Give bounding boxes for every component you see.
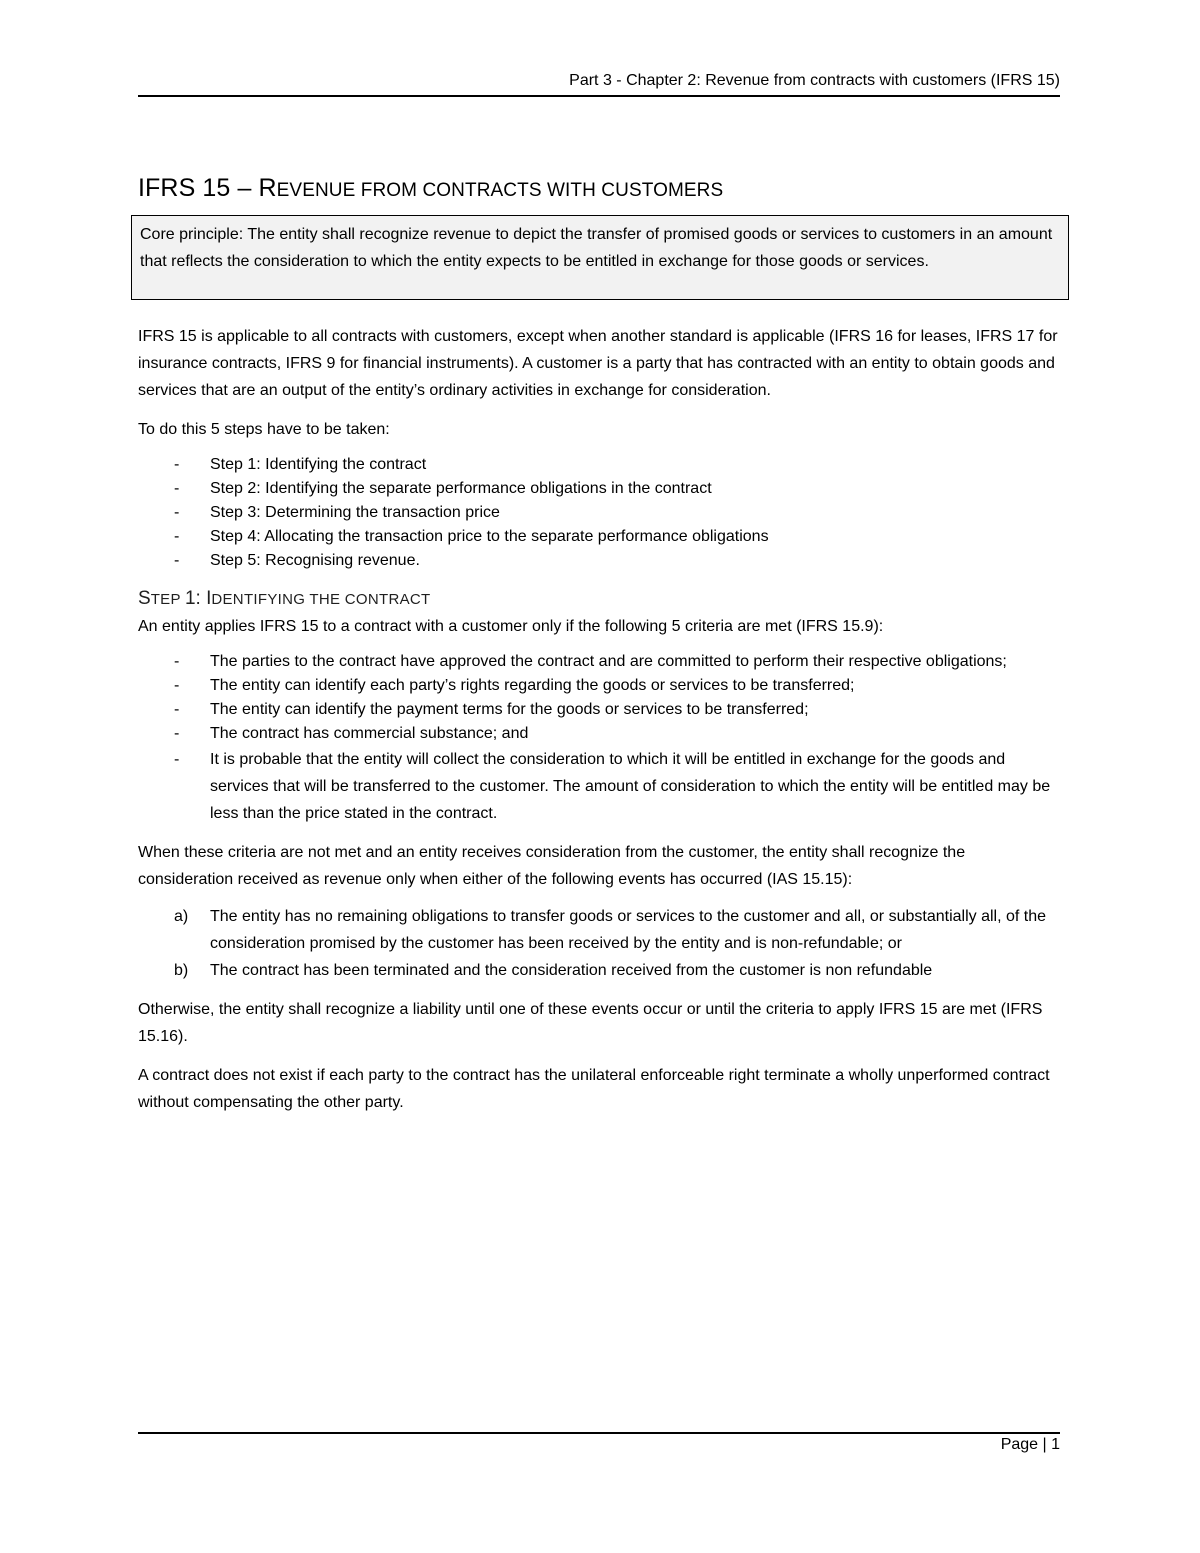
event-text: The contract has been terminated and the consideration received from the customer is non refundable <box>210 962 933 979</box>
page-title <box>138 174 723 203</box>
criteria-intro: An entity applies IFRS 15 to a contract with a customer only if the following 5 criteria are met (IFRS 15.9): <box>138 618 884 635</box>
page-number: Page | 1 <box>1000 1436 1060 1453</box>
heading-smallcaps: TEP <box>150 591 185 608</box>
list-marker: b) <box>174 962 189 979</box>
step1-heading <box>138 585 1063 613</box>
step-text: Step 5: Recognising revenue. <box>210 552 420 569</box>
list-item <box>138 525 1063 549</box>
criteria-list <box>138 650 1063 827</box>
bullet-dash: - <box>174 701 180 718</box>
list-item <box>138 477 1063 501</box>
list-item <box>138 501 1063 525</box>
step-text: Step 2: Identifying the separate performance obligations in the contract <box>210 480 712 497</box>
main-content <box>138 323 1063 1116</box>
list-item <box>138 674 1063 698</box>
criterion-text: The entity can identify each party’s rights regarding the goods or services to be transferred; <box>210 677 855 694</box>
bullet-dash: - <box>174 725 180 742</box>
footer-rule <box>138 1432 1060 1434</box>
criterion-text: The entity can identify the payment terms for the goods or services to be transferred; <box>210 701 809 718</box>
bullet-dash: - <box>174 677 180 694</box>
steps-list <box>138 453 1063 573</box>
list-item <box>138 746 1063 827</box>
list-item <box>138 722 1063 746</box>
list-item <box>138 957 1063 984</box>
core-principle-box: Core principle: The entity shall recognize revenue to depict the transfer of promised goods or services to customers in an amount that reflects the consideration to which the entity expects to be entitled in exchange for those goods or services. <box>131 215 1069 300</box>
list-item <box>138 549 1063 573</box>
steps-intro: To do this 5 steps have to be taken: <box>138 421 390 438</box>
events-list <box>138 903 1063 984</box>
running-header: Part 3 - Chapter 2: Revenue from contracts with customers (IFRS 15) <box>569 72 1060 89</box>
bullet-dash: - <box>174 653 180 670</box>
heading-cap: I <box>206 588 212 609</box>
bullet-dash: - <box>174 480 180 497</box>
bullet-dash: - <box>174 456 180 473</box>
title-rest: EVENUE FROM CONTRACTS WITH CUSTOMERS <box>276 180 724 201</box>
criterion-text: The parties to the contract have approved the contract and are committed to perform their respective obligations; <box>210 653 1007 670</box>
heading-cap: S <box>138 588 151 609</box>
list-item <box>138 650 1063 674</box>
heading-smallcaps: DENTIFYING THE CONTRACT <box>211 591 431 608</box>
otherwise-paragraph: Otherwise, the entity shall recognize a liability until one of these events occur or until the criteria to apply IFRS 15 are met (IFRS 15.16). <box>138 1001 1043 1045</box>
bullet-dash: - <box>174 751 180 768</box>
criterion-text: It is probable that the entity will collect the consideration to which it will be entitled in exchange for the goods and services that will be transferred to the customer. The amount of consideration to which the entity will be entitled may be less than the price stated in the contract. <box>210 751 1051 822</box>
heading-number: 1: <box>184 588 207 609</box>
criteria-not-met-paragraph: When these criteria are not met and an entity receives consideration from the customer, the entity shall recognize the consideration received as revenue only when either of the following events has occurred (IAS 15.15): <box>138 844 966 888</box>
no-contract-paragraph: A contract does not exist if each party to the contract has the unilateral enforceable right terminate a wholly unperformed contract without compensating the other party. <box>138 1067 1050 1111</box>
bullet-dash: - <box>174 552 180 569</box>
bullet-dash: - <box>174 528 180 545</box>
step-text: Step 1: Identifying the contract <box>210 456 427 473</box>
step-text: Step 4: Allocating the transaction price to the separate performance obligations <box>210 528 769 545</box>
list-item <box>138 903 1063 957</box>
criterion-text: The contract has commercial substance; and <box>210 725 529 742</box>
list-item <box>138 698 1063 722</box>
intro-paragraph: IFRS 15 is applicable to all contracts with customers, except when another standard is applicable (IFRS 16 for leases, IFRS 17 for insurance contracts, IFRS 9 for financial instruments). A customer is a party that has contracted with an entity to obtain goods and services that are an output of the entity’s ordinary activities in exchange for consideration. <box>138 328 1058 399</box>
header-rule <box>138 95 1060 97</box>
title-prefix: IFRS 15 – <box>138 174 259 202</box>
event-text: The entity has no remaining obligations to transfer goods or services to the customer and all, or substantially all, of the consideration promised by the customer has been received by the entity and is non-refundable; or <box>210 908 1046 952</box>
list-marker: a) <box>174 908 189 925</box>
list-item <box>138 453 1063 477</box>
step-text: Step 3: Determining the transaction price <box>210 504 500 521</box>
bullet-dash: - <box>174 504 180 521</box>
title-cap: R <box>258 174 277 202</box>
